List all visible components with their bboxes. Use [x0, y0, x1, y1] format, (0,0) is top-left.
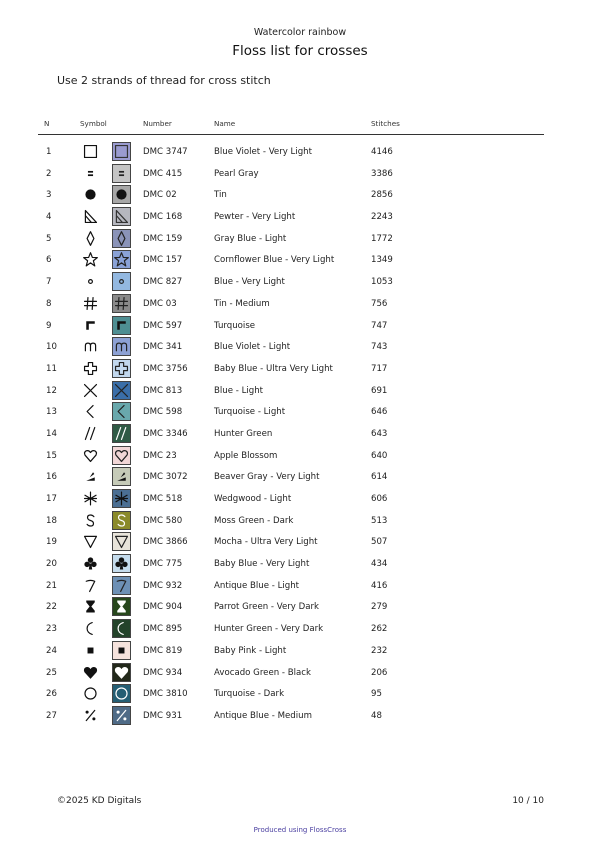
floss-row — [0, 380, 600, 402]
floss-name: Blue Violet - Very Light — [214, 147, 312, 157]
floss-name: Mocha - Ultra Very Light — [214, 537, 318, 548]
floss-name: Gray Blue - Light — [214, 233, 287, 244]
color-swatch — [112, 250, 131, 269]
stitch-count: 4146 — [371, 147, 393, 157]
col-header-number: Number — [143, 119, 172, 128]
floss-row — [0, 618, 600, 640]
triangle-right-icon — [113, 208, 130, 225]
floss-name: Beaver Gray - Very Light — [214, 472, 320, 483]
stitch-count: 717 — [371, 363, 388, 374]
heart-outline-icon — [113, 447, 130, 464]
floss-row — [0, 553, 600, 575]
row-index: 23 — [46, 624, 57, 635]
floss-name: Blue Violet - Light — [214, 342, 291, 353]
color-swatch — [112, 402, 131, 421]
floss-number: DMC 895 — [143, 624, 183, 635]
floss-row — [0, 510, 600, 532]
floss-row — [0, 662, 600, 684]
stitch-count: 1349 — [371, 255, 393, 266]
floss-row — [0, 466, 600, 488]
floss-name: Antique Blue - Medium — [214, 710, 312, 721]
m-icon — [82, 338, 99, 355]
color-swatch — [112, 207, 131, 226]
produced-by: Produced using FlossCross — [253, 826, 347, 834]
color-swatch — [112, 532, 131, 551]
floss-number: DMC 934 — [143, 667, 183, 678]
floss-row — [0, 184, 600, 206]
row-index: 5 — [46, 233, 52, 244]
floss-table — [0, 141, 600, 727]
floss-number: DMC 819 — [143, 645, 183, 656]
x-icon — [82, 382, 99, 399]
row-index: 14 — [46, 428, 57, 439]
slashes-icon — [82, 425, 99, 442]
floss-name: Baby Blue - Very Light — [214, 559, 310, 570]
corner-icon — [82, 317, 99, 334]
floss-number: DMC 3747 — [143, 147, 188, 157]
color-swatch — [112, 381, 131, 400]
col-header-symbol: Symbol — [80, 119, 107, 128]
row-index: 17 — [46, 494, 57, 504]
color-swatch — [112, 554, 131, 573]
floss-row — [0, 271, 600, 293]
stitch-count: 691 — [371, 385, 388, 396]
floss-row — [0, 423, 600, 445]
color-swatch — [112, 489, 131, 508]
floss-row — [0, 336, 600, 358]
floss-name: Avocado Green - Black — [214, 667, 311, 678]
percent-icon — [113, 707, 130, 724]
floss-name: Baby Blue - Ultra Very Light — [214, 363, 333, 374]
dot-icon — [113, 186, 130, 203]
crescent-icon — [113, 620, 130, 637]
floss-row — [0, 640, 600, 662]
stitch-count: 614 — [371, 472, 388, 483]
hash-icon — [82, 295, 99, 312]
floss-name: Antique Blue - Light — [214, 580, 300, 591]
floss-row — [0, 163, 600, 185]
floss-number: DMC 518 — [143, 494, 183, 504]
floss-number: DMC 168 — [143, 212, 183, 223]
row-index: 18 — [46, 515, 57, 526]
heart-icon — [113, 664, 130, 681]
floss-name: Cornflower Blue - Very Light — [214, 255, 335, 266]
color-swatch — [112, 511, 131, 530]
stitch-count: 646 — [371, 407, 388, 418]
strand-note: Use 2 strands of thread for cross stitch — [57, 74, 271, 87]
copyright: ©2025 KD Digitals — [57, 796, 142, 806]
color-swatch — [112, 272, 131, 291]
row-index: 27 — [46, 710, 57, 721]
stitch-count: 507 — [371, 537, 388, 548]
header-divider — [38, 134, 544, 135]
wedge-icon — [113, 468, 130, 485]
stitch-count: 643 — [371, 428, 388, 439]
floss-row — [0, 531, 600, 553]
floss-row — [0, 358, 600, 380]
stitch-count: 279 — [371, 602, 388, 613]
row-index: 20 — [46, 559, 57, 570]
color-swatch — [112, 316, 131, 335]
stitch-count: 416 — [371, 580, 388, 591]
percent-icon — [82, 707, 99, 724]
color-swatch — [112, 576, 131, 595]
star-icon — [82, 251, 99, 268]
floss-row — [0, 249, 600, 271]
floss-row — [0, 228, 600, 250]
floss-row — [0, 206, 600, 228]
floss-number: DMC 3756 — [143, 363, 188, 374]
floss-row — [0, 683, 600, 705]
floss-number: DMC 159 — [143, 233, 183, 244]
diamond-icon — [113, 230, 130, 247]
color-swatch — [112, 359, 131, 378]
color-swatch — [112, 641, 131, 660]
slashes-icon — [113, 425, 130, 442]
cross-outline-icon — [113, 360, 130, 377]
stitch-count: 232 — [371, 645, 388, 656]
wedge-icon — [82, 468, 99, 485]
floss-number: DMC 813 — [143, 385, 183, 396]
color-swatch — [112, 229, 131, 248]
floss-row — [0, 596, 600, 618]
row-index: 4 — [46, 212, 52, 223]
row-index: 1 — [46, 147, 52, 157]
color-swatch — [112, 294, 131, 313]
floss-name: Turquoise - Dark — [214, 689, 285, 700]
club-icon — [113, 555, 130, 572]
hourglass-icon — [82, 598, 99, 615]
x-icon — [113, 382, 130, 399]
row-index: 16 — [46, 472, 57, 483]
stitch-count: 206 — [371, 667, 388, 678]
club-icon — [82, 555, 99, 572]
row-index: 10 — [46, 342, 57, 353]
floss-row — [0, 401, 600, 423]
floss-number: DMC 827 — [143, 277, 183, 288]
color-swatch — [112, 446, 131, 465]
page-title: Floss list for crosses — [232, 43, 368, 59]
floss-number: DMC 904 — [143, 602, 183, 613]
color-swatch — [112, 337, 131, 356]
row-index: 13 — [46, 407, 57, 418]
floss-row — [0, 141, 600, 163]
color-swatch — [112, 619, 131, 638]
floss-name: Tin - Medium — [214, 298, 270, 309]
color-swatch — [112, 663, 131, 682]
floss-row — [0, 315, 600, 337]
seven-icon — [82, 577, 99, 594]
circle-icon — [82, 685, 99, 702]
col-header-stitches: Stitches — [371, 119, 400, 128]
floss-name: Parrot Green - Very Dark — [214, 602, 319, 613]
color-swatch — [112, 467, 131, 486]
row-index: 21 — [46, 580, 57, 591]
equals-icon — [113, 165, 130, 182]
stitch-count: 640 — [371, 450, 388, 461]
floss-name: Turquoise — [214, 320, 256, 331]
small-circle-icon — [113, 273, 130, 290]
floss-number: DMC 775 — [143, 559, 183, 570]
color-swatch — [112, 684, 131, 703]
row-index: 8 — [46, 298, 52, 309]
stitch-count: 434 — [371, 559, 388, 570]
stitch-count: 262 — [371, 624, 388, 635]
floss-row — [0, 445, 600, 467]
diamond-icon — [82, 230, 99, 247]
row-index: 12 — [46, 385, 57, 396]
square-icon — [82, 143, 99, 160]
floss-row — [0, 488, 600, 510]
floss-number: DMC 931 — [143, 710, 183, 721]
floss-number: DMC 598 — [143, 407, 183, 418]
floss-row — [0, 575, 600, 597]
s-icon — [113, 512, 130, 529]
floss-number: DMC 932 — [143, 580, 183, 591]
floss-number: DMC 23 — [143, 450, 177, 461]
seven-icon — [113, 577, 130, 594]
less-icon — [82, 403, 99, 420]
stitch-count: 48 — [371, 710, 382, 721]
triangle-down-icon — [113, 533, 130, 550]
floss-number: DMC 341 — [143, 342, 183, 353]
corner-icon — [113, 317, 130, 334]
col-header-name: Name — [214, 119, 236, 128]
color-swatch — [112, 185, 131, 204]
row-index: 24 — [46, 645, 57, 656]
color-swatch — [112, 597, 131, 616]
floss-name: Hunter Green - Very Dark — [214, 624, 324, 635]
circle-icon — [113, 685, 130, 702]
stitch-count: 1772 — [371, 233, 393, 244]
color-swatch — [112, 706, 131, 725]
row-index: 19 — [46, 537, 57, 548]
floss-number: DMC 415 — [143, 168, 183, 179]
square-icon — [113, 143, 130, 160]
color-swatch — [112, 164, 131, 183]
floss-row — [0, 293, 600, 315]
floss-number: DMC 597 — [143, 320, 183, 331]
floss-number: DMC 3346 — [143, 428, 188, 439]
star-icon — [113, 251, 130, 268]
stitch-count: 756 — [371, 298, 388, 309]
heart-icon — [82, 664, 99, 681]
floss-number: DMC 3810 — [143, 689, 188, 700]
row-index: 15 — [46, 450, 57, 461]
pattern-subtitle: Watercolor rainbow — [253, 27, 347, 38]
floss-number: DMC 02 — [143, 190, 177, 201]
col-header-n: N — [44, 119, 50, 128]
equals-icon — [82, 165, 99, 182]
floss-name: Tin — [214, 190, 227, 201]
color-swatch — [112, 142, 131, 161]
floss-number: DMC 03 — [143, 298, 177, 309]
floss-name: Baby Pink - Light — [214, 645, 287, 656]
row-index: 7 — [46, 277, 52, 288]
stitch-count: 95 — [371, 689, 382, 700]
row-index: 6 — [46, 255, 52, 266]
asterisk-icon — [82, 490, 99, 507]
floss-name: Blue - Light — [214, 385, 264, 396]
row-index: 9 — [46, 320, 52, 331]
less-icon — [113, 403, 130, 420]
floss-number: DMC 3072 — [143, 472, 188, 483]
small-square-icon — [113, 642, 130, 659]
floss-name: Pearl Gray — [214, 168, 259, 179]
floss-number: DMC 3866 — [143, 537, 188, 548]
row-index: 2 — [46, 168, 52, 179]
hash-icon — [113, 295, 130, 312]
page-number: 10 / 10 — [512, 796, 544, 806]
s-icon — [82, 512, 99, 529]
floss-name: Pewter - Very Light — [214, 212, 296, 223]
row-index: 25 — [46, 667, 57, 678]
stitch-count: 606 — [371, 494, 388, 504]
color-swatch — [112, 424, 131, 443]
floss-name: Hunter Green — [214, 428, 273, 439]
floss-row — [0, 705, 600, 727]
cross-outline-icon — [82, 360, 99, 377]
floss-name: Turquoise - Light — [214, 407, 286, 418]
heart-outline-icon — [82, 447, 99, 464]
asterisk-icon — [113, 490, 130, 507]
floss-number: DMC 580 — [143, 515, 183, 526]
triangle-down-icon — [82, 533, 99, 550]
triangle-right-icon — [82, 208, 99, 225]
small-circle-icon — [82, 273, 99, 290]
floss-name: Apple Blossom — [214, 450, 278, 461]
stitch-count: 3386 — [371, 168, 393, 179]
hourglass-icon — [113, 598, 130, 615]
stitch-count: 2243 — [371, 212, 393, 223]
stitch-count: 2856 — [371, 190, 393, 201]
floss-name: Moss Green - Dark — [214, 515, 294, 526]
row-index: 11 — [46, 363, 57, 374]
row-index: 22 — [46, 602, 57, 613]
floss-number: DMC 157 — [143, 255, 183, 266]
dot-icon — [82, 186, 99, 203]
small-square-icon — [82, 642, 99, 659]
crescent-icon — [82, 620, 99, 637]
stitch-count: 1053 — [371, 277, 393, 288]
row-index: 3 — [46, 190, 52, 201]
stitch-count: 743 — [371, 342, 388, 353]
stitch-count: 513 — [371, 515, 388, 526]
floss-name: Wedgwood - Light — [214, 494, 292, 504]
floss-name: Blue - Very Light — [214, 277, 285, 288]
row-index: 26 — [46, 689, 57, 700]
m-icon — [113, 338, 130, 355]
stitch-count: 747 — [371, 320, 388, 331]
